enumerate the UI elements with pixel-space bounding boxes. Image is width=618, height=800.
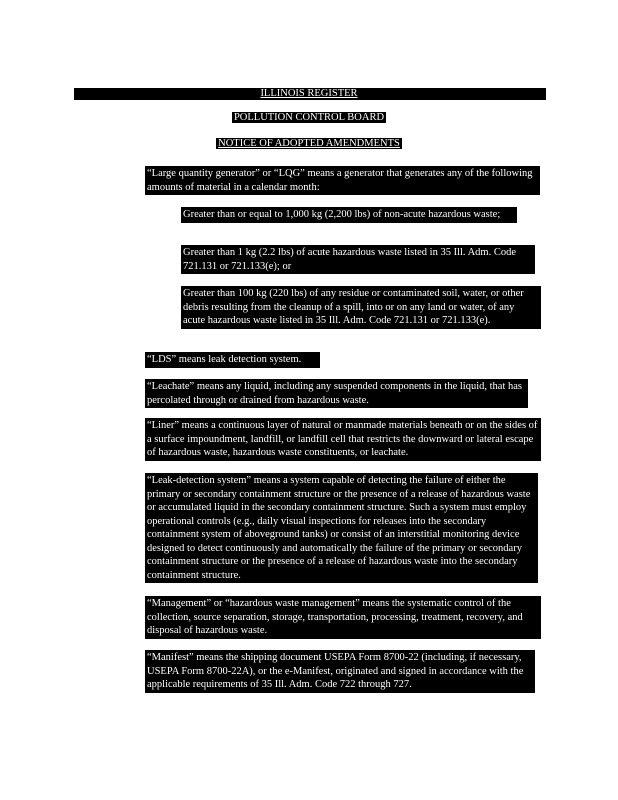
- definition-lqg: “Large quantity generator” or “LQG” means a generator that generates any of the following amounts of material in a calendar month:: [145, 166, 540, 195]
- board-title: POLLUTION CONTROL BOARD: [233, 112, 385, 123]
- lqg-item-3: Greater than 100 kg (220 lbs) of any residue or contaminated soil, water, or other debris resulting from the cleanup of a spill, into or on any land or water, of any acute hazardous waste listed in 35 Ill. Adm. Code 721.131 or 721.133(e).: [181, 286, 541, 329]
- register-title: ILLINOIS REGISTER: [260, 88, 358, 99]
- lqg-item-2: Greater than 1 kg (2.2 lbs) of acute hazardous waste listed in 35 Ill. Adm. Code 721.131 or 721.133(e); or: [181, 245, 535, 274]
- definition-manifest: “Manifest” means the shipping document USEPA Form 8700-22 (including, if necessary, USEPA Form 8700-22A), or the e-Manifest, originated and signed in accordance with the applicable requirements of 35 Ill. Adm. Code 722 through 727.: [145, 650, 535, 693]
- definition-liner: “Liner” means a continuous layer of natural or manmade materials beneath or on the sides of a surface impoundment, landfill, or landfill cell that restricts the downward or lateral escape of hazardous waste, hazardous waste constituents, or leachate.: [145, 418, 541, 461]
- definition-lds: “LDS” means leak detection system.: [145, 352, 320, 368]
- definition-leak-detection: “Leak-detection system” means a system capable of detecting the failure of either the primary or secondary containment structure or the presence of a release of hazardous waste or accumulated liquid in the secondary containment structure. Such a system must employ operational controls (e.g., daily visual inspections for releases into the secondary containment system of aboveground tanks) or consist of an interstitial monitoring device designed to detect continuously and automatically the failure of the primary or secondary containment structure or the presence of a release of hazardous waste into the secondary containment structure.: [145, 473, 538, 583]
- notice-title: NOTICE OF ADOPTED AMENDMENTS: [218, 138, 400, 149]
- lqg-item-1: Greater than or equal to 1,000 kg (2,200 lbs) of non-acute hazardous waste;: [181, 207, 517, 223]
- definition-management: “Management” or “hazardous waste management” means the systematic control of the collection, source separation, storage, transportation, processing, treatment, recovery, and disposal of hazardous waste.: [145, 596, 541, 639]
- definition-leachate: “Leachate” means any liquid, including any suspended components in the liquid, that has percolated through or drained from hazardous waste.: [145, 379, 528, 408]
